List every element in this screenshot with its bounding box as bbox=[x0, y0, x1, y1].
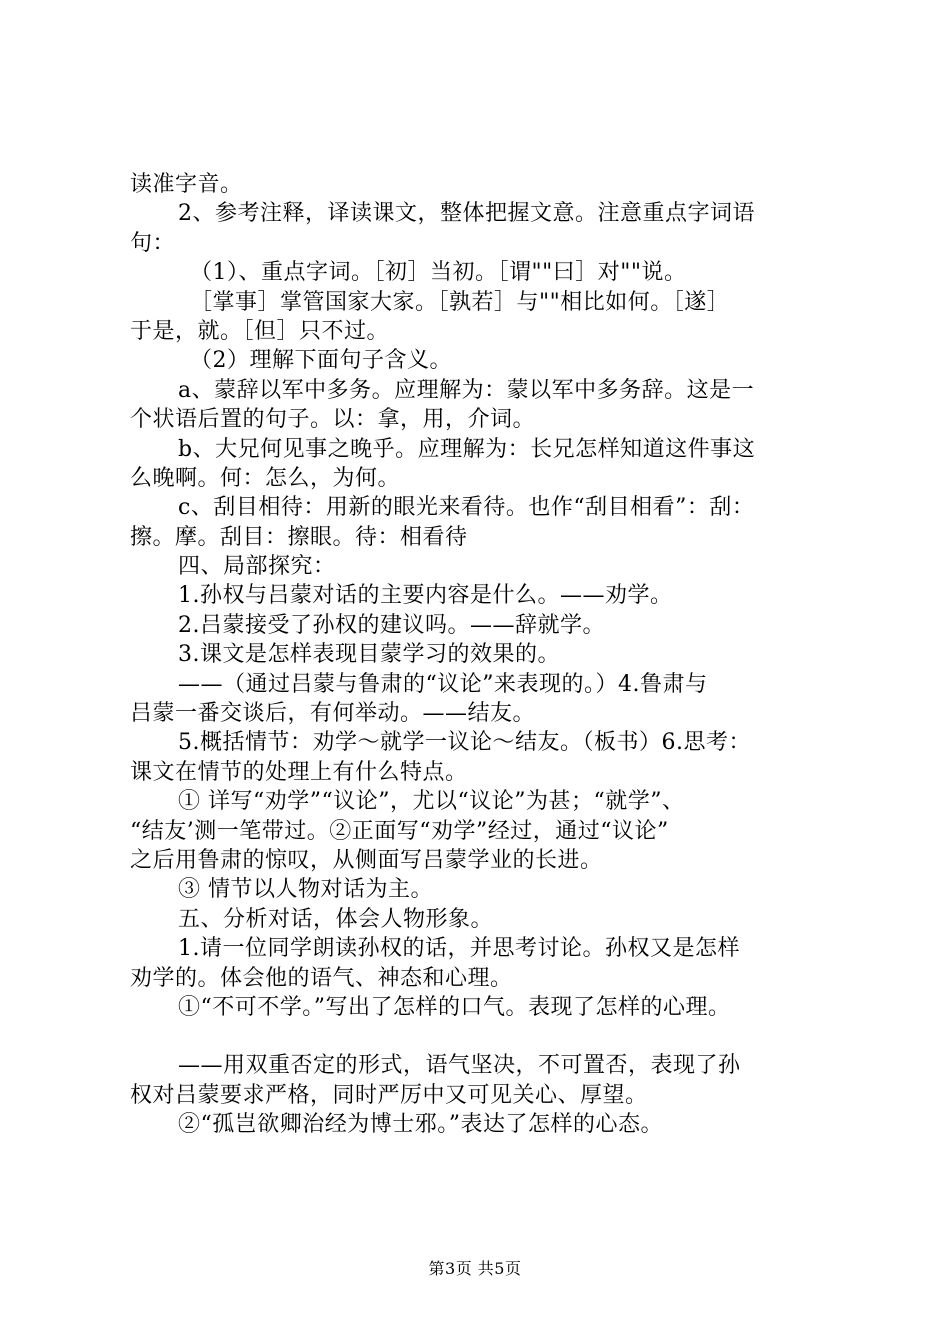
text-line: 于是，就。［但］只不过。 bbox=[130, 318, 390, 344]
text-line: ①“不可不学。”写出了怎样的口气。表现了怎样的心理。 bbox=[178, 994, 731, 1020]
text-line: 2、参考注释，译读课文，整体把握文意。注意重点字词语 bbox=[178, 201, 755, 227]
text-line: 么晚啊。何：怎么，为何。 bbox=[130, 465, 401, 491]
text-line: 之后用鲁肃的惊叹，从侧面写吕蒙学业的长进。 bbox=[130, 847, 603, 873]
text-line: 3.课文是怎样表现目蒙学习的效果的。 bbox=[178, 642, 560, 668]
text-line: 2.吕蒙接受了孙权的建议吗。——辞就学。 bbox=[178, 612, 605, 638]
text-line: 吕蒙一番交谈后，有何举动。——结友。 bbox=[130, 701, 536, 727]
text-line: ① 详写“劝学”“议论”，尤以“议论”为甚；“就学”、 bbox=[178, 789, 685, 815]
text-line: 个状语后置的句子。以：拿，用，介词。 bbox=[130, 407, 536, 433]
text-line: 五、分析对话，体会人物形象。 bbox=[178, 906, 494, 932]
text-line: 1.孙权与吕蒙对话的主要内容是什么。——劝学。 bbox=[178, 583, 673, 609]
text-line: 四、局部探究： bbox=[178, 554, 336, 580]
text-line: 句： bbox=[130, 230, 176, 256]
text-line: 1.请一位同学朗读孙权的话，并思考讨论。孙权又是怎样 bbox=[178, 936, 740, 962]
text-line: 课文在情节的处理上有什么特点。 bbox=[130, 759, 468, 785]
text-line: ②“孤岂欲卿治经为博士邪。”表达了怎样的心态。 bbox=[178, 1112, 663, 1138]
blank-line bbox=[130, 1022, 840, 1051]
text-line: 擦。摩。刮目：擦眼。待：相看待 bbox=[130, 524, 468, 550]
text-line: ——用双重否定的形式，语气坚决，不可置否，表现了孙 bbox=[178, 1053, 741, 1079]
text-line: a、蒙辞以军中多务。应理解为：蒙以军中多务辞。这是一 bbox=[178, 377, 755, 403]
text-line: ——（通过吕蒙与鲁肃的“议论”来表现的。）4.鲁肃与 bbox=[178, 671, 708, 697]
text-line: ［掌事］掌管国家大家。［孰若］与""相比如何。［遂］ bbox=[190, 289, 730, 315]
text-line: 劝学的。体会他的语气、神态和心理。 bbox=[130, 965, 513, 991]
text-line: c、刮目相待：用新的眼光来看待。也作“刮目相看”：刮： bbox=[178, 495, 755, 521]
page-footer: 第3页 共5页 bbox=[428, 1259, 522, 1278]
text-line: 5.概括情节：劝学～就学一议论～结友。（板书）6.思考： bbox=[178, 730, 751, 756]
text-line: b、大兄何见事之晚乎。应理解为：长兄怎样知道这件事这 bbox=[178, 436, 756, 462]
text-line: 权对吕蒙要求严格，同时严厉中又可见关心、厚望。 bbox=[130, 1082, 648, 1108]
text-line: ③ 情节以人物对话为主。 bbox=[178, 877, 433, 903]
document-body bbox=[130, 170, 840, 1140]
text-line: “结友’测一笔带过。②正面写“劝学”经过，通过“议论” bbox=[130, 818, 669, 844]
text-line: （2）理解下面句子含义。 bbox=[190, 348, 452, 374]
text-line: （1）、重点字词。［初］当初。［谓""曰］对""说。 bbox=[190, 260, 687, 286]
text-line: 读准字音。 bbox=[130, 172, 243, 197]
